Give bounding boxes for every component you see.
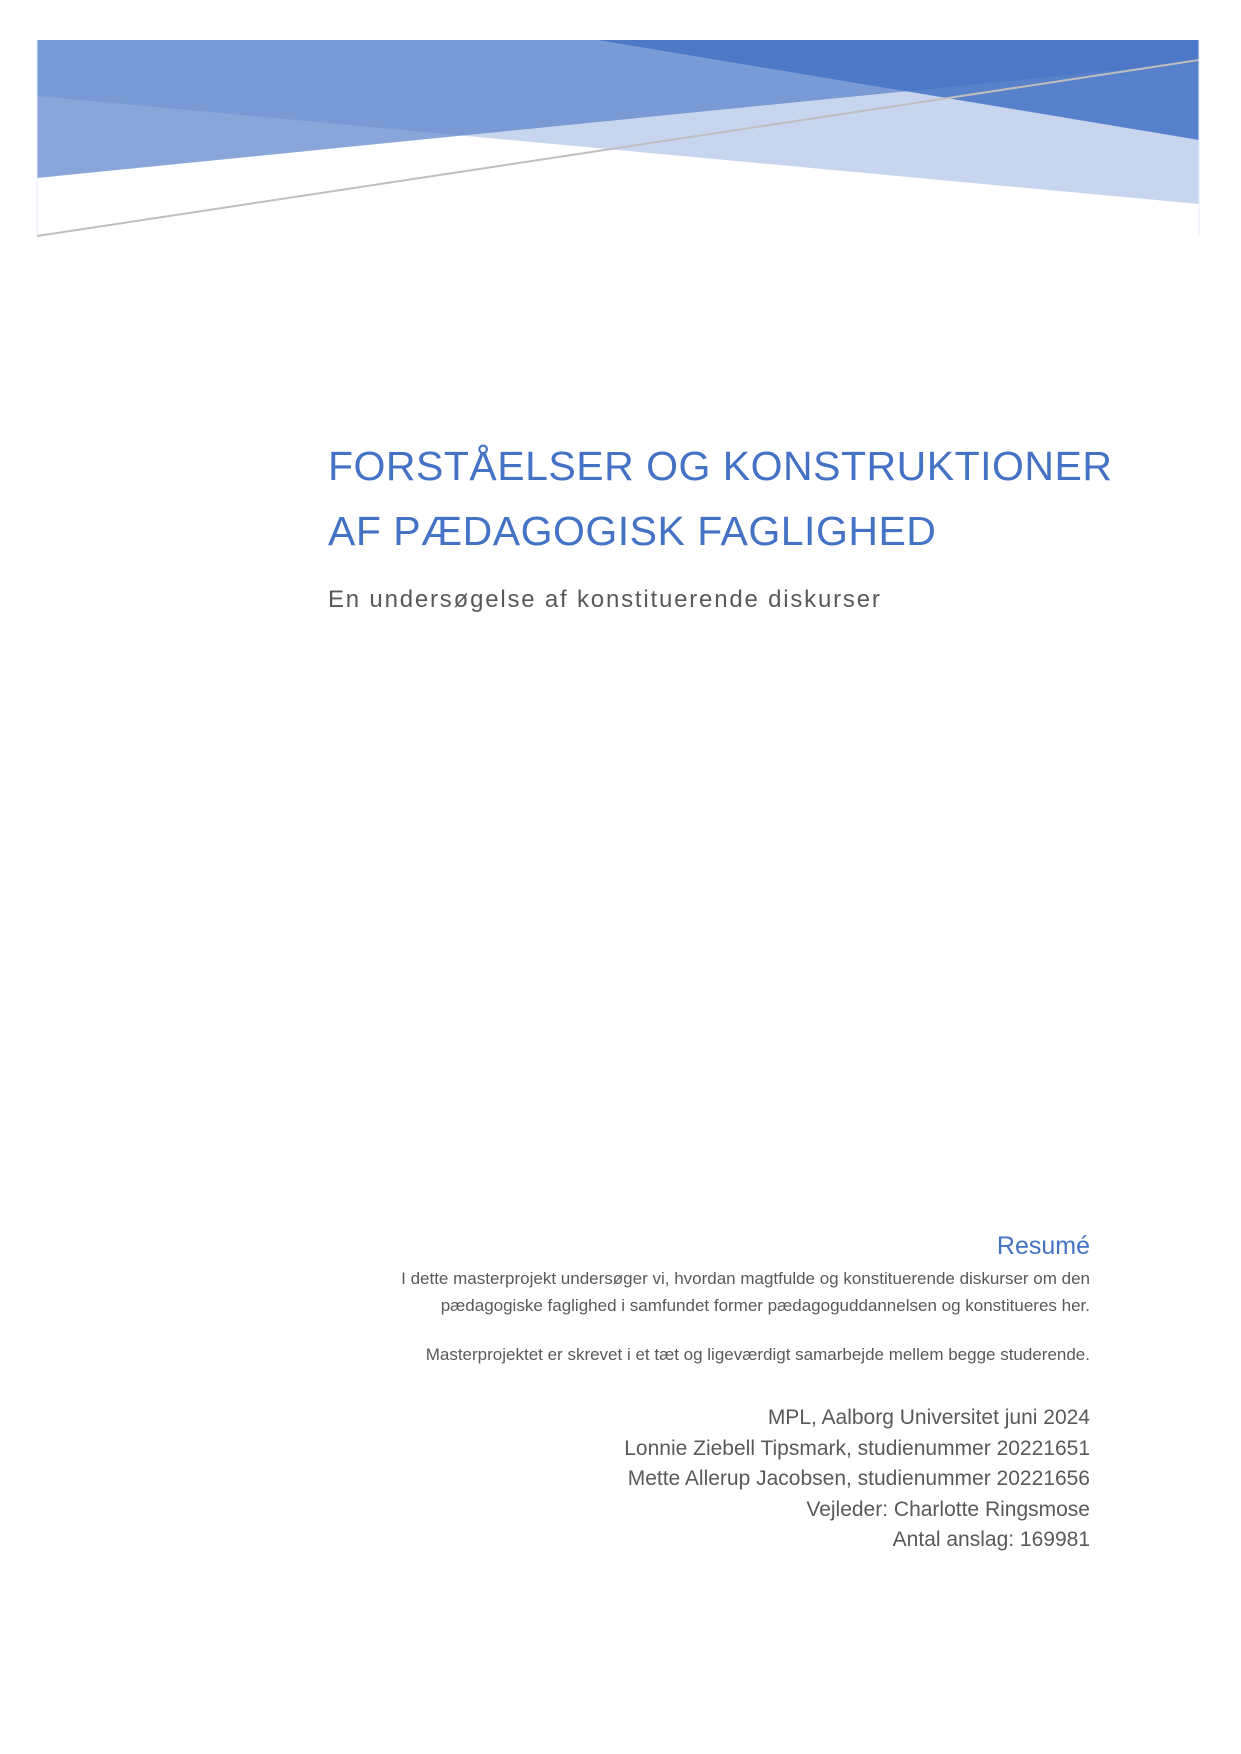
abstract-collaboration-note: Masterprojektet er skrevet i et tæt og ligeværdigt samarbejde mellem begge studerende. bbox=[425, 1345, 1090, 1364]
abstract-section bbox=[230, 1229, 1090, 1368]
abstract-text-line-2: pædagogiske faglighed i samfundet former pædagoguddannelsen og konstitueres her. bbox=[440, 1296, 1090, 1315]
document-title-line-1: FORSTÅELSER OG KONSTRUKTIONER bbox=[328, 443, 1113, 489]
program-line: MPL, Aalborg Universitet juni 2024 bbox=[767, 1406, 1090, 1429]
author-1-line: Lonnie Ziebell Tipsmark, studienummer 20221651 bbox=[624, 1436, 1090, 1460]
cover-metadata bbox=[390, 1403, 1090, 1556]
header-banner-graphic bbox=[0, 0, 1241, 260]
document-title bbox=[328, 434, 1188, 564]
abstract-text-line-1: I dette masterprojekt undersøger vi, hvordan magtfulde og konstituerende diskurser om den bbox=[401, 1269, 1090, 1288]
abstract-heading: Resumé bbox=[996, 1232, 1090, 1260]
document-subtitle: En undersøgelse af konstituerende diskurser bbox=[328, 586, 882, 613]
character-count-line: Antal anslag: 169981 bbox=[892, 1528, 1090, 1551]
supervisor-line: Vejleder: Charlotte Ringsmose bbox=[806, 1497, 1090, 1521]
cover-title-block bbox=[328, 434, 1188, 614]
author-2-line: Mette Allerup Jacobsen, studienummer 20221656 bbox=[627, 1467, 1090, 1490]
document-title-line-2: AF PÆDAGOGISK FAGLIGHED bbox=[328, 508, 937, 554]
abstract-text bbox=[230, 1265, 1090, 1319]
